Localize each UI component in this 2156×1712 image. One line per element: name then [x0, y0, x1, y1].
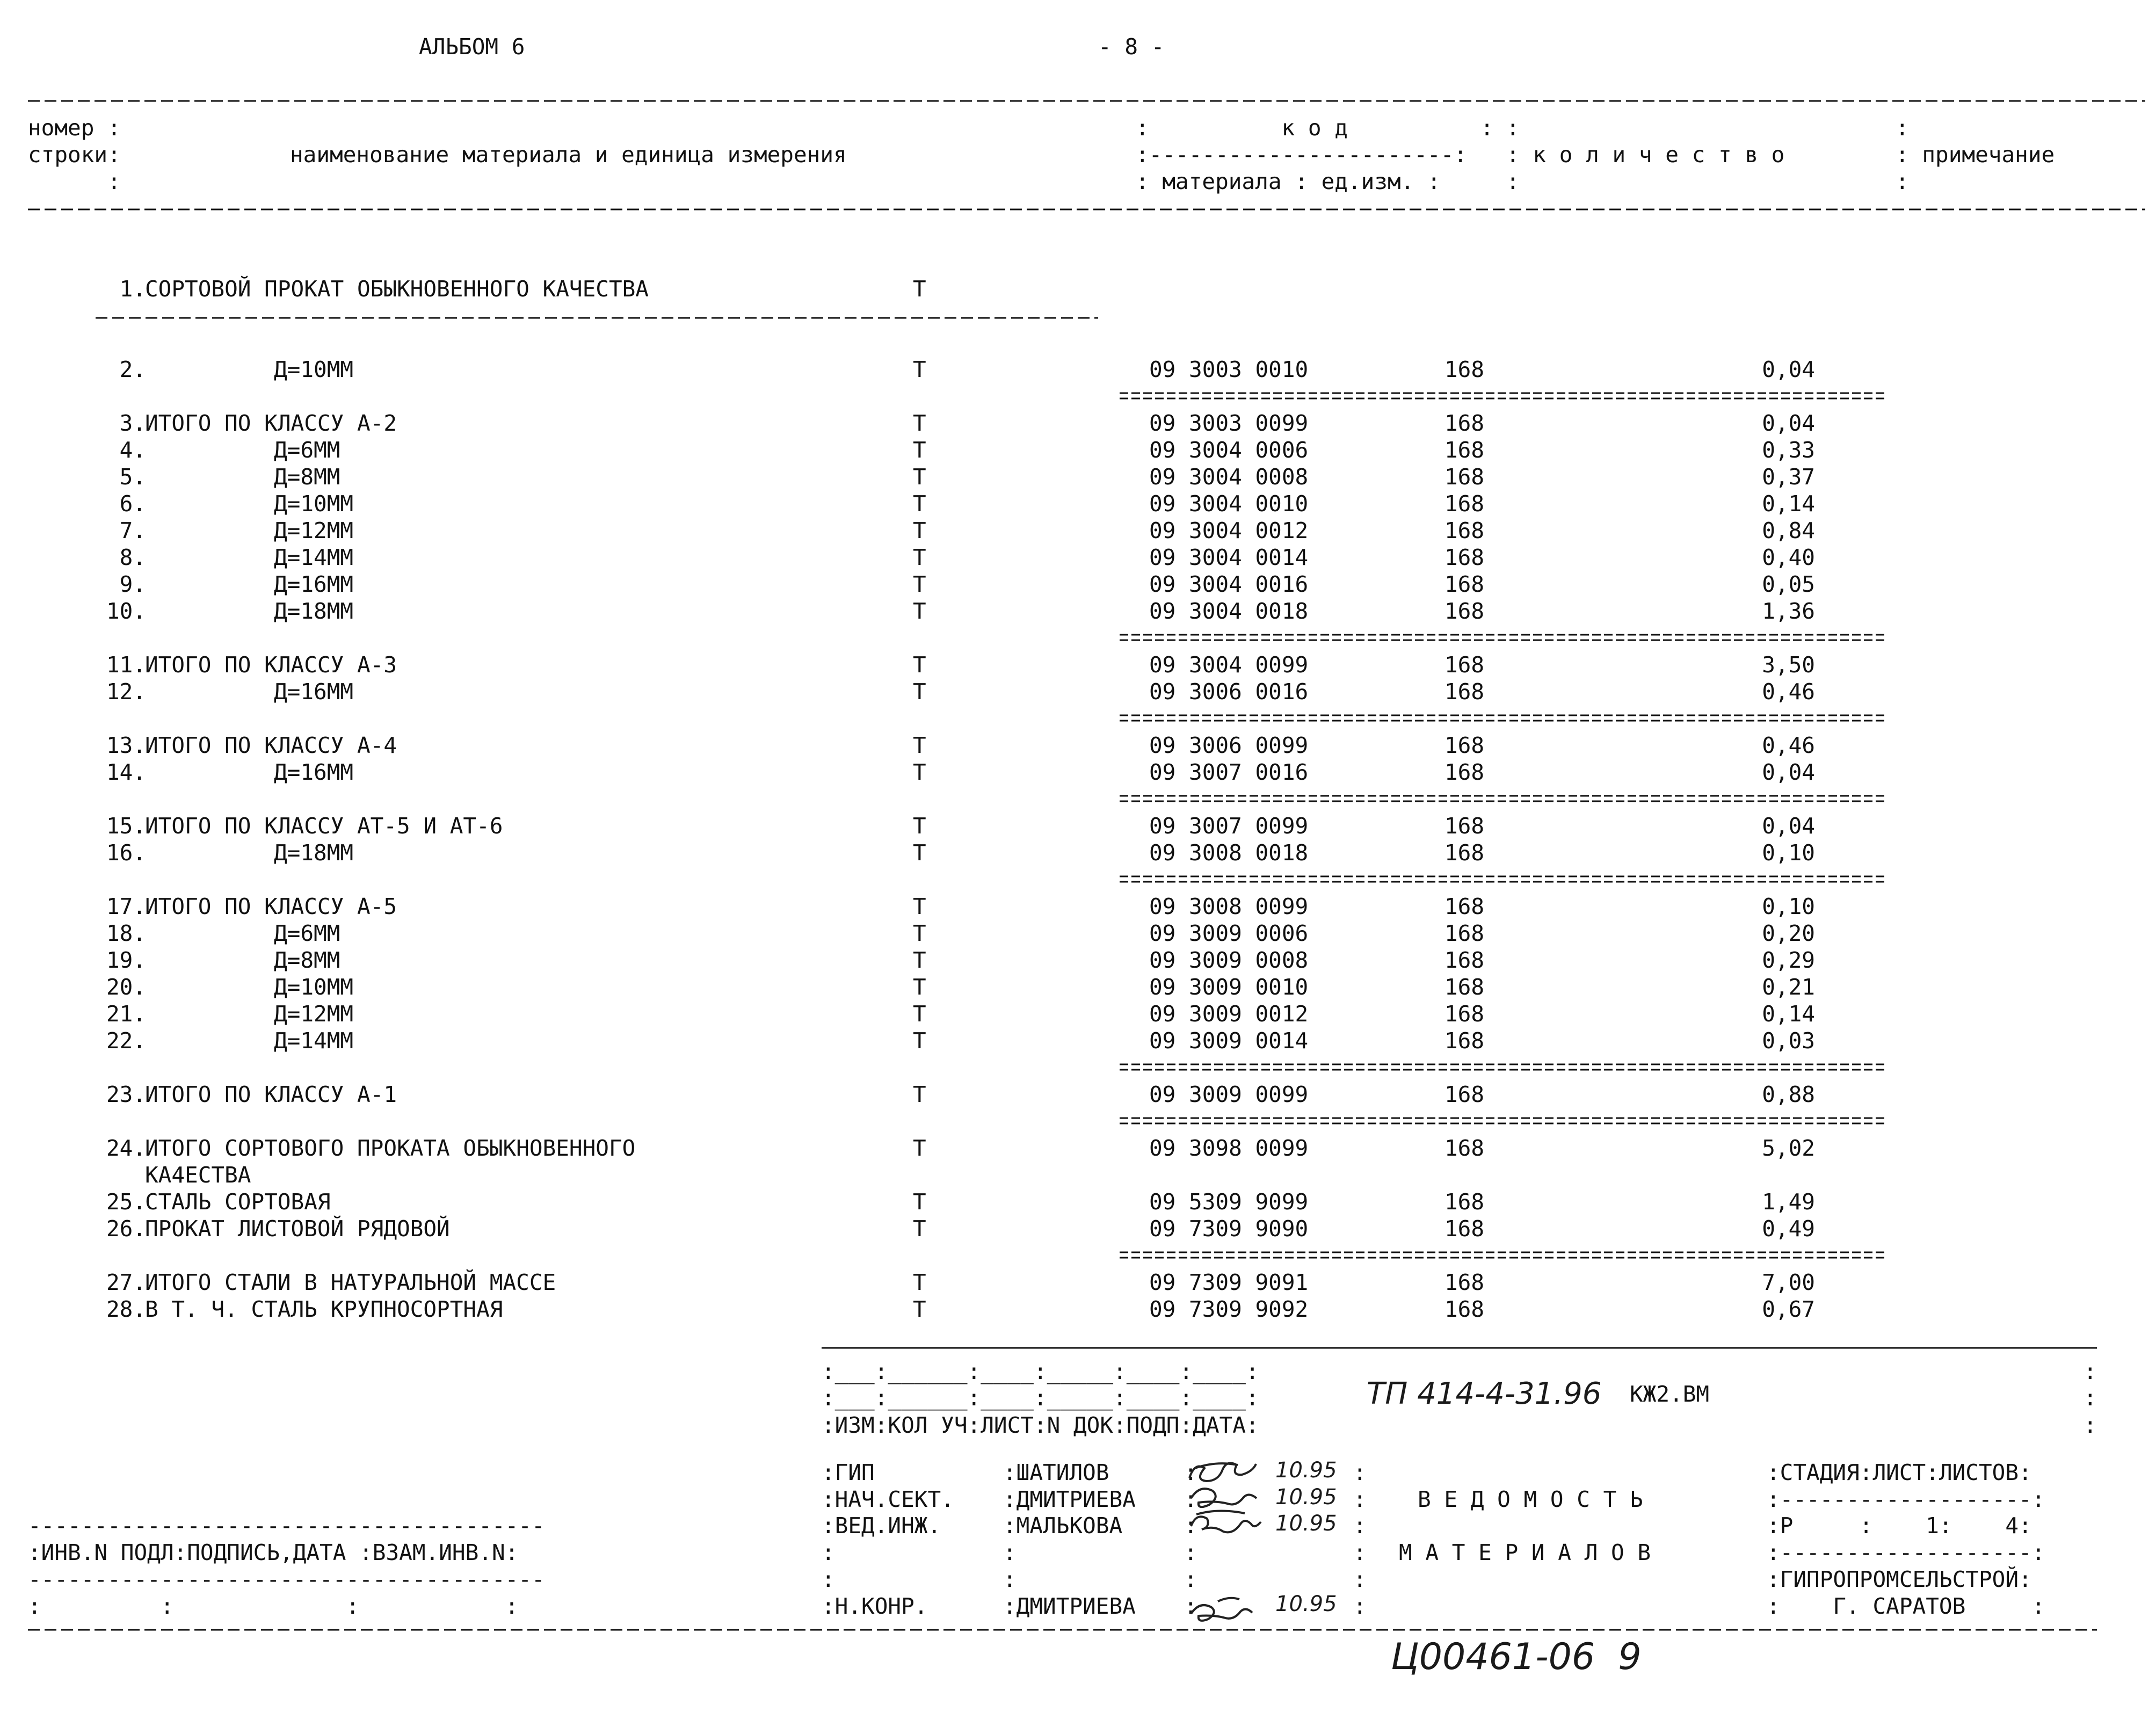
- unit: Т: [913, 947, 926, 973]
- material-name: ИТОГО СТАЛИ В НАТУРАЛЬНОЙ МАССЕ: [145, 1270, 556, 1295]
- row-number: 17.: [106, 894, 146, 919]
- unit-code: 168: [1444, 437, 1485, 463]
- material-code: 09 3006 0016: [1149, 679, 1309, 705]
- unit-code: 168: [1444, 598, 1485, 624]
- quantity: 0,20: [1762, 920, 1815, 946]
- signature-cell-colon: :: [1184, 1593, 1197, 1619]
- unit: Т: [913, 598, 926, 624]
- header-note-colon-2: :: [1896, 169, 1909, 194]
- signatory-name: :: [1003, 1540, 1017, 1565]
- quantity: 5,02: [1762, 1135, 1815, 1161]
- header-code-sub: : материала : ед.изм. :: [1136, 169, 1441, 194]
- signatory-name: :МАЛЬКОВА: [1003, 1513, 1123, 1539]
- signature-cell-colon: :: [1184, 1566, 1197, 1592]
- header-quantity: : к о л и ч е с т в о: [1506, 142, 1785, 168]
- unit: Т: [913, 1028, 926, 1054]
- header-note: : примечание: [1896, 142, 2055, 168]
- inventory-separator: ---------------------------------------: [28, 1566, 545, 1592]
- revision-blank-row-1: :___:______:____:_____:____:____:: [822, 1359, 1259, 1384]
- signatory-role: :: [822, 1566, 835, 1592]
- unit: Т: [913, 357, 926, 382]
- quantity: 7,00: [1762, 1270, 1815, 1295]
- quantity: 3,50: [1762, 652, 1815, 678]
- header-row-no-1: номер :: [28, 115, 121, 141]
- row-number: 4.: [119, 437, 146, 463]
- unit-code: 168: [1444, 545, 1485, 570]
- stage-values: :Р : 1: 4:: [1767, 1513, 2032, 1539]
- document-code: КЖ2.ВМ: [1630, 1381, 1710, 1407]
- quantity: 0,49: [1762, 1216, 1815, 1242]
- material-code: 09 3004 0010: [1149, 491, 1309, 517]
- material-code: 09 3004 0012: [1149, 518, 1309, 543]
- signatory-name: :ШАТИЛОВ: [1003, 1460, 1109, 1485]
- material-name: Д=10ММ: [274, 491, 354, 517]
- material-code: 09 3004 0018: [1149, 598, 1309, 624]
- row-number: 3.: [119, 410, 146, 436]
- signature-cell-colon: :: [1353, 1486, 1367, 1512]
- material-name: Д=8ММ: [274, 947, 340, 973]
- organization-city: : Г. САРАТОВ :: [1767, 1593, 2045, 1619]
- material-name: Д=16ММ: [274, 679, 354, 705]
- material-code: 09 3007 0016: [1149, 759, 1309, 785]
- unit: Т: [913, 276, 926, 302]
- material-name: ПРОКАТ ЛИСТОВОЙ РЯДОВОЙ: [145, 1216, 450, 1242]
- signature-cell-colon: :: [1353, 1513, 1367, 1539]
- material-name: СТАЛЬ СОРТОВАЯ: [145, 1189, 331, 1215]
- unit: Т: [913, 1296, 926, 1322]
- material-name: Д=10ММ: [274, 357, 354, 382]
- unit-code: 168: [1444, 679, 1485, 705]
- material-name: Д=6ММ: [274, 437, 340, 463]
- row-number: 18.: [106, 920, 146, 946]
- signature-cell-colon: :: [1184, 1460, 1197, 1485]
- material-name: Д=16ММ: [274, 759, 354, 785]
- material-code: 09 7309 9090: [1149, 1216, 1309, 1242]
- quantity: 0,21: [1762, 974, 1815, 1000]
- material-code: 09 3004 0014: [1149, 545, 1309, 570]
- revision-headers: :ИЗМ:КОЛ УЧ:ЛИСТ:N ДОК:ПОДП:ДАТА:: [822, 1412, 1259, 1438]
- material-code: 09 3007 0099: [1149, 813, 1309, 839]
- unit: Т: [913, 974, 926, 1000]
- signatory-role: :НАЧ.СЕКТ.: [822, 1486, 954, 1512]
- row-number: 22.: [106, 1028, 146, 1054]
- material-name: Д=12ММ: [274, 518, 354, 543]
- quantity: 0,33: [1762, 437, 1815, 463]
- quantity: 0,04: [1762, 759, 1815, 785]
- signature-cell-colon: :: [1353, 1540, 1367, 1565]
- material-name: Д=8ММ: [274, 464, 340, 490]
- material-code: 09 5309 9099: [1149, 1189, 1309, 1215]
- quantity: 0,88: [1762, 1082, 1815, 1107]
- material-code: 09 3003 0010: [1149, 357, 1309, 382]
- material-code: 09 3009 0012: [1149, 1001, 1309, 1027]
- signature-date: 10.95: [1275, 1458, 1337, 1483]
- unit-code: 168: [1444, 920, 1485, 946]
- unit-code: 168: [1444, 652, 1485, 678]
- unit-code: 168: [1444, 732, 1485, 758]
- organization-name: :ГИПРОПРОМСЕЛЬСТРОЙ:: [1767, 1566, 2032, 1592]
- material-code: 09 3009 0014: [1149, 1028, 1309, 1054]
- title-block-right-colon-3: :: [2084, 1412, 2097, 1438]
- unit: Т: [913, 1082, 926, 1107]
- title-block-right-colon-2: :: [2084, 1385, 2097, 1411]
- material-code: 09 3003 0099: [1149, 410, 1309, 436]
- quantity: 0,46: [1762, 732, 1815, 758]
- material-name: ИТОГО ПО КЛАССУ А-1: [145, 1082, 397, 1107]
- material-name: ИТОГО ПО КЛАССУ АТ-5 И АТ-6: [145, 813, 503, 839]
- quantity: 0,10: [1762, 894, 1815, 919]
- header-note-colon-1: :: [1896, 115, 1909, 141]
- material-name: Д=12ММ: [274, 1001, 354, 1027]
- unit: Т: [913, 1216, 926, 1242]
- row-number: 5.: [119, 464, 146, 490]
- unit-code: 168: [1444, 947, 1485, 973]
- material-name: Д=10ММ: [274, 974, 354, 1000]
- signature-date: 10.95: [1275, 1511, 1337, 1536]
- row-number: 23.: [106, 1082, 146, 1107]
- material-code: 09 3098 0099: [1149, 1135, 1309, 1161]
- material-name: ИТОГО ПО КЛАССУ А-4: [145, 732, 397, 758]
- quantity: 0,37: [1762, 464, 1815, 490]
- quantity: 0,05: [1762, 571, 1815, 597]
- row-number: 26.: [106, 1216, 146, 1242]
- material-name: Д=6ММ: [274, 920, 340, 946]
- header-code: : к о д :: [1136, 115, 1494, 141]
- row-number: 16.: [106, 840, 146, 866]
- header-row-no-3: :: [28, 169, 121, 194]
- row-number: 13.: [106, 732, 146, 758]
- material-code: 09 3004 0006: [1149, 437, 1309, 463]
- unit-code: 168: [1444, 813, 1485, 839]
- quantity: 0,46: [1762, 679, 1815, 705]
- unit-code: 168: [1444, 840, 1485, 866]
- material-code: 09 3009 0008: [1149, 947, 1309, 973]
- material-name: Д=18ММ: [274, 598, 354, 624]
- row-number: 19.: [106, 947, 146, 973]
- unit-code: 168: [1444, 1270, 1485, 1295]
- unit: Т: [913, 518, 926, 543]
- signature-cell-colon: :: [1184, 1513, 1197, 1539]
- unit-code: 168: [1444, 1296, 1485, 1322]
- row-number: 2.: [119, 357, 146, 382]
- material-code: 09 3004 0016: [1149, 571, 1309, 597]
- unit: Т: [913, 1001, 926, 1027]
- material-name: Д=18ММ: [274, 840, 354, 866]
- row-number: 11.: [106, 652, 146, 678]
- quantity: 0,04: [1762, 410, 1815, 436]
- unit: Т: [913, 732, 926, 758]
- quantity: 0,03: [1762, 1028, 1815, 1054]
- material-code: 09 3009 0010: [1149, 974, 1309, 1000]
- signature-cell-colon: :: [1353, 1593, 1367, 1619]
- header-name: наименование материала и единица измерения: [290, 142, 847, 168]
- row-number: 12.: [106, 679, 146, 705]
- unit-code: 168: [1444, 1189, 1485, 1215]
- signatory-role: :Н.КОНР.: [822, 1593, 928, 1619]
- row-number: 14.: [106, 759, 146, 785]
- signature-date: 10.95: [1275, 1485, 1337, 1510]
- quantity: 0,67: [1762, 1296, 1815, 1322]
- signatory-name: :ДМИТРИЕВА: [1003, 1486, 1136, 1512]
- signatory-role: :: [822, 1540, 835, 1565]
- quantity: 0,14: [1762, 491, 1815, 517]
- row-number: 15.: [106, 813, 146, 839]
- row-number: 9.: [119, 571, 146, 597]
- unit-code: 168: [1444, 1082, 1485, 1107]
- organization-separator: :-------------------:: [1767, 1540, 2045, 1565]
- row-number: 7.: [119, 518, 146, 543]
- signature-date: 10.95: [1275, 1592, 1337, 1616]
- material-code: 09 7309 9092: [1149, 1296, 1309, 1322]
- material-name: ИТОГО ПО КЛАССУ А-5: [145, 894, 397, 919]
- unit-code: 168: [1444, 1216, 1485, 1242]
- material-code: 09 3008 0018: [1149, 840, 1309, 866]
- row-number: 21.: [106, 1001, 146, 1027]
- quantity: 1,49: [1762, 1189, 1815, 1215]
- archive-number: Ц00461-06 9: [1391, 1636, 1642, 1678]
- material-code: 09 7309 9091: [1149, 1270, 1309, 1295]
- unit-code: 168: [1444, 518, 1485, 543]
- unit: Т: [913, 813, 926, 839]
- material-code: 09 3008 0099: [1149, 894, 1309, 919]
- material-code: 09 3006 0099: [1149, 732, 1309, 758]
- row-number: 24.: [106, 1135, 146, 1161]
- inventory-headers: :ИНВ.N ПОДЛ:ПОДПИСЬ,ДАТА :ВЗАМ.ИНВ.N:: [28, 1540, 519, 1565]
- row-number: 8.: [119, 545, 146, 570]
- unit-code: 168: [1444, 894, 1485, 919]
- quantity: 0,04: [1762, 357, 1815, 382]
- material-name: Д=16ММ: [274, 571, 354, 597]
- material-name: ИТОГО ПО КЛАССУ А-3: [145, 652, 397, 678]
- quantity: 0,14: [1762, 1001, 1815, 1027]
- unit: Т: [913, 759, 926, 785]
- unit: Т: [913, 491, 926, 517]
- stage-header: :СТАДИЯ:ЛИСТ:ЛИСТОВ:: [1767, 1460, 2032, 1485]
- signature-cell-colon: :: [1184, 1540, 1197, 1565]
- album-label: АЛЬБОМ 6: [419, 34, 525, 60]
- signature-cell-colon: :: [1184, 1486, 1197, 1512]
- stage-separator: :-------------------:: [1767, 1486, 2045, 1512]
- unit: Т: [913, 652, 926, 678]
- material-name: Д=14ММ: [274, 1028, 354, 1054]
- material-name-continued: КА4ЕСТВА: [145, 1162, 251, 1188]
- unit: Т: [913, 545, 926, 570]
- row-number: 6.: [119, 491, 146, 517]
- unit-code: 168: [1444, 464, 1485, 490]
- unit: Т: [913, 410, 926, 436]
- unit: Т: [913, 894, 926, 919]
- inventory-top-rule: ---------------------------------------: [28, 1513, 545, 1539]
- unit-code: 168: [1444, 1028, 1485, 1054]
- unit-code: 168: [1444, 1001, 1485, 1027]
- material-name: Д=14ММ: [274, 545, 354, 570]
- quantity: 0,29: [1762, 947, 1815, 973]
- unit-code: 168: [1444, 491, 1485, 517]
- quantity: 0,84: [1762, 518, 1815, 543]
- row-number: 20.: [106, 974, 146, 1000]
- material-code: 09 3009 0099: [1149, 1082, 1309, 1107]
- unit: Т: [913, 1189, 926, 1215]
- unit: Т: [913, 1135, 926, 1161]
- row-number: 1.: [119, 276, 146, 302]
- title-block-right-colon-1: :: [2084, 1359, 2097, 1384]
- unit: Т: [913, 920, 926, 946]
- unit-code: 168: [1444, 410, 1485, 436]
- unit-code: 168: [1444, 1135, 1485, 1161]
- signature-cell-colon: :: [1353, 1460, 1367, 1485]
- signatory-name: :ДМИТРИЕВА: [1003, 1593, 1136, 1619]
- quantity: 0,40: [1762, 545, 1815, 570]
- signatory-name: :: [1003, 1566, 1017, 1592]
- page-number: - 8 -: [1098, 34, 1165, 60]
- signature-cell-colon: :: [1353, 1566, 1367, 1592]
- unit: Т: [913, 437, 926, 463]
- material-code: 09 3004 0099: [1149, 652, 1309, 678]
- document-title-line-1: В Е Д О М О С Т Ь: [1418, 1486, 1643, 1512]
- material-code: 09 3004 0008: [1149, 464, 1309, 490]
- material-name: СОРТОВОЙ ПРОКАТ ОБЫКНОВЕННОГО КАЧЕСТВА: [145, 276, 649, 302]
- unit-code: 168: [1444, 571, 1485, 597]
- material-name: ИТОГО ПО КЛАССУ А-2: [145, 410, 397, 436]
- inventory-empty-row: : : : :: [28, 1593, 519, 1619]
- quantity: 0,04: [1762, 813, 1815, 839]
- header-row-no-2: строки:: [28, 142, 121, 168]
- unit: Т: [913, 1270, 926, 1295]
- signatory-role: :ГИП: [822, 1460, 875, 1485]
- row-number: 28.: [106, 1296, 146, 1322]
- unit: Т: [913, 464, 926, 490]
- unit-code: 168: [1444, 974, 1485, 1000]
- unit: Т: [913, 571, 926, 597]
- material-code: 09 3009 0006: [1149, 920, 1309, 946]
- revision-blank-row-2: :___:______:____:_____:____:____:: [822, 1385, 1259, 1411]
- header-quantity-colon-2: :: [1506, 169, 1520, 194]
- unit: Т: [913, 679, 926, 705]
- header-code-separator: :-----------------------:: [1136, 142, 1468, 168]
- row-number: 10.: [106, 598, 146, 624]
- unit-code: 168: [1444, 759, 1485, 785]
- row-number: 25.: [106, 1189, 146, 1215]
- header-quantity-colon-1: :: [1506, 115, 1520, 141]
- material-name: В Т. Ч. СТАЛЬ КРУПНОСОРТНАЯ: [145, 1296, 503, 1322]
- signatory-role: :ВЕД.ИНЖ.: [822, 1513, 941, 1539]
- quantity: 1,36: [1762, 598, 1815, 624]
- material-name: ИТОГО СОРТОВОГО ПРОКАТА ОБЫКНОВЕННОГО: [145, 1135, 636, 1161]
- row-number: 27.: [106, 1270, 146, 1295]
- unit: Т: [913, 840, 926, 866]
- unit-code: 168: [1444, 357, 1485, 382]
- quantity: 0,10: [1762, 840, 1815, 866]
- document-title-line-2: М А Т Е Р И А Л О В: [1399, 1540, 1651, 1565]
- document-number: ТП 414-4-31.96: [1367, 1376, 1602, 1411]
